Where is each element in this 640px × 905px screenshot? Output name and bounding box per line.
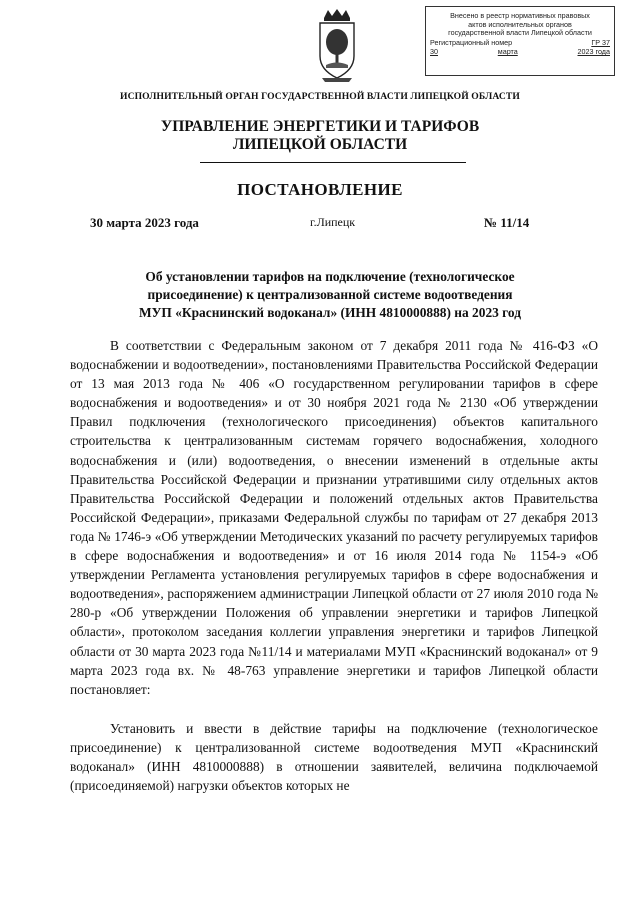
registry-stamp [425,6,615,76]
document-type: ПОСТАНОВЛЕНИЕ [237,180,403,199]
document-subject [80,268,580,322]
header-divider [200,162,466,163]
stamp-reg-number: ГР 37 [591,37,610,47]
coat-of-arms-emblem [316,8,358,84]
stamp-line: актов исполнительных органов [468,19,572,29]
stamp-reg-day: 30 [430,47,438,57]
stamp-line: Внесено в реестр нормативных правовых [450,11,590,20]
department-title-line2: ЛИПЕЦКОЙ ОБЛАСТИ [232,136,408,153]
subject-line2: присоединение) к централизованной системе водоотведения [147,287,513,302]
document-date: 30 марта 2023 года [90,215,199,230]
body-paragraph-resolution: Установить и ввести в действие тарифы на подключение (технологическое присоединение) к централизованной системе водоотведения МУП «Краснинский водоканал» (ИНН 4810000888) в отношении заявителей, величина подключаемой (присоединяемой) нагрузки объектов которых не [70,720,598,794]
document-city: г.Липецк [310,215,356,229]
stamp-reg-label: Регистрационный номер [430,37,513,47]
authority-title: ИСПОЛНИТЕЛЬНЫЙ ОРГАН ГОСУДАРСТВЕННОЙ ВЛАСТИ ЛИПЕЦКОЙ ОБЛАСТИ [120,91,520,102]
stamp-line: государственной власти Липецкой области [448,28,592,38]
stamp-reg-year: 2023 года [577,47,610,57]
document-body [70,336,598,795]
document-number: № 11/14 [484,215,530,230]
subject-line3: МУП «Краснинский водоканал» (ИНН 4810000888) на 2023 год [138,305,522,320]
body-paragraph-preamble: В соответствии с Федеральным законом от 7 декабря 2011 года № 416-ФЗ «О водоснабжении и водоотведении», постановлениями Правительства Российской Федерации от 13 мая 2013 года № 406 «О государственном регулировании тарифов в сфере водоснабжения и водоотведения» и от 30 ноября 2021 года № 2130 «Об утверждении Правил подключения (технологического присоединения) объектов капитального строительства к централизованным системам горячего водоснабжения, холодного водоснабжения и (или) водоотведения, о внесении изменений в отдельные акты Правительства Российской Федерации и признании утратившими силу отдельных актов Правительства Российской Федерации и положений отдельных актов Правительства Российской Федерации», приказами Федеральной службы по тарифам от 27 декабря 2013 года № 1746-э «Об утверждении Методических указаний по расчету регулируемых тарифов в сфере водоснабжения и водоотведения» и от 16 июля 2014 года № 1154-э «Об утверждении Регламента установления регулируемых тарифов в сфере водоснабжения и водоотведения», распоряжением администрации Липецкой области от 27 июля 2010 года № 280-р «Об утверждении Положения об управлении энергетики и тарифов Липецкой области», протоколом заседания коллегии управления энергетики и тарифов Липецкой области от 30 марта 2023 года №11/14 и материалами МУП «Краснинский водоканал» от 9 марта 2023 года вх. № 48-763 управление энергетики и тарифов Липецкой области постановляет: [70,338,598,697]
stamp-reg-month: марта [497,47,518,57]
subject-line1: Об установлении тарифов на подключение (технологическое [145,269,515,284]
department-title [0,118,640,154]
department-title-line1: УПРАВЛЕНИЕ ЭНЕРГЕТИКИ И ТАРИФОВ [160,118,480,135]
